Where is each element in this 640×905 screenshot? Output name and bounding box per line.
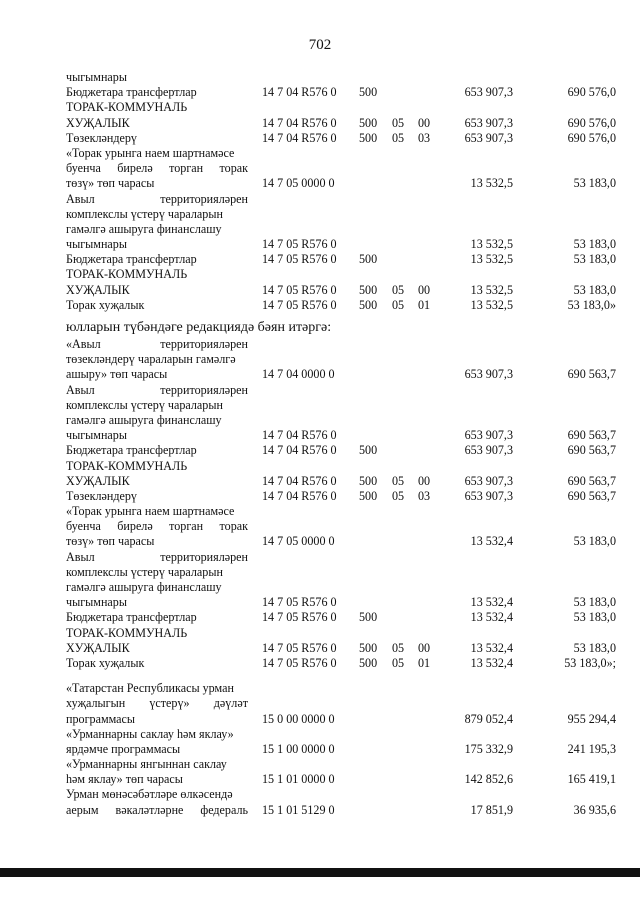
- row-item-name: [66, 298, 256, 313]
- table-row: [66, 489, 626, 504]
- row-amount-year-1: 13 532,4: [470, 655, 513, 670]
- row-item-name-word: торган: [169, 161, 204, 176]
- row-amount-year-2: 690 576,0: [567, 85, 616, 100]
- row-item-name-text: Бюджетара трансфертлар: [66, 252, 197, 267]
- table-row: [66, 610, 626, 625]
- row-item-name-text: һәм яклау» төп чарасы: [66, 772, 183, 787]
- row-item-name: [66, 626, 256, 641]
- row-item-name-text: «Торак урынга наем шартнамәсе: [66, 504, 235, 519]
- row-item-name-word: хуҗалыгын: [66, 696, 126, 711]
- row-item-name-text: комплекслы үстерү чараларын: [66, 397, 223, 412]
- table-row: [66, 580, 626, 595]
- row-expense-type: 500: [359, 252, 378, 267]
- table-row: [66, 534, 626, 549]
- row-target-code: 14 7 04 R576 0: [262, 115, 337, 130]
- row-item-name-word: территорияләрен: [160, 549, 248, 564]
- row-item-name: [66, 192, 256, 207]
- new-edition-table-block: [66, 337, 626, 671]
- row-amount-year-2: 690 563,7: [567, 443, 616, 458]
- row-expense-type: 500: [359, 610, 378, 625]
- row-expense-type: 500: [359, 115, 378, 130]
- row-target-code: 14 7 04 0000 0: [262, 367, 335, 382]
- row-amount-year-1: 13 532,4: [470, 595, 513, 610]
- row-item-name-text: ТОРАК-КОММУНАЛЬ: [66, 458, 188, 473]
- row-amount-year-2: 36 935,6: [573, 802, 616, 817]
- row-amount-year-1: 879 052,4: [464, 711, 513, 726]
- scan-bottom-border: [0, 868, 640, 877]
- row-expense-type: 500: [359, 297, 378, 312]
- table-row: [66, 116, 626, 131]
- row-item-name: [66, 787, 256, 802]
- row-item-name-text: төзү» төп чарасы: [66, 176, 155, 191]
- row-item-name-word: Авыл: [66, 191, 95, 206]
- row-item-name: [66, 337, 256, 352]
- row-item-name-text: комплекслы үстерү чараларын: [66, 206, 223, 221]
- row-item-name: [66, 100, 256, 115]
- row-item-name-text: ХУҖАЛЫК: [66, 115, 130, 130]
- row-item-name: [66, 207, 256, 222]
- row-amount-year-1: 653 907,3: [464, 367, 513, 382]
- table-row: [66, 367, 626, 382]
- row-item-name-text: Бюджетара трансфертлар: [66, 610, 197, 625]
- row-item-name-word: буенча: [66, 519, 101, 534]
- row-amount-year-2: 690 563,7: [567, 428, 616, 443]
- row-amount-year-1: 653 907,3: [464, 428, 513, 443]
- page-number: 702: [308, 37, 332, 53]
- row-item-name-text: ТОРАК-КОММУНАЛЬ: [66, 100, 188, 115]
- row-item-name: [66, 176, 256, 191]
- row-item-name-word: вәкаләтләрне: [115, 802, 184, 817]
- row-item-name-text: чыгымнары: [66, 237, 127, 252]
- row-item-name: [66, 641, 256, 656]
- table-row: [66, 161, 626, 176]
- row-item-name-word: «Авыл: [66, 337, 101, 351]
- table-row: [66, 712, 626, 727]
- row-amount-year-2: 53 183,0: [573, 237, 616, 252]
- row-amount-year-1: 13 532,5: [470, 297, 513, 312]
- row-amount-year-2: 690 563,7: [567, 488, 616, 503]
- table-row: [66, 565, 626, 580]
- table-row: [66, 803, 626, 818]
- row-target-code: 14 7 04 R576 0: [262, 488, 337, 503]
- table-row: [66, 681, 626, 696]
- row-item-name: [66, 85, 256, 100]
- row-item-name-word: бирелә: [117, 519, 153, 534]
- table-row: [66, 192, 626, 207]
- row-amount-year-2: 53 183,0: [573, 176, 616, 191]
- row-section: 05: [392, 655, 405, 670]
- row-item-name-text: программасы: [66, 711, 136, 726]
- table-row: [66, 85, 626, 100]
- row-target-code: 14 7 05 R576 0: [262, 610, 337, 625]
- table-row: [66, 656, 626, 671]
- row-item-name-word: территорияләрен: [160, 382, 248, 397]
- table-row: [66, 70, 626, 85]
- row-item-name: [66, 146, 256, 161]
- row-section: 05: [392, 640, 405, 655]
- row-target-code: 14 7 04 R576 0: [262, 85, 337, 100]
- row-item-name: [66, 383, 256, 398]
- row-item-name-text: төзекләндерү чараларын гамәлгә: [66, 352, 236, 367]
- row-amount-year-1: 653 907,3: [464, 443, 513, 458]
- row-amount-year-2: 690 563,7: [567, 367, 616, 382]
- table-row: [66, 727, 626, 742]
- row-item-name-text: ашыру» төп чарасы: [66, 367, 168, 382]
- table-row: [66, 252, 626, 267]
- table-row: [66, 641, 626, 656]
- row-item-name-text: ТОРАК-КОММУНАЛЬ: [66, 267, 188, 282]
- row-item-name-text: ярдәмче программасы: [66, 741, 181, 756]
- row-item-name-text: гамәлгә ашыруга финанслашу: [66, 412, 222, 427]
- row-expense-type: 500: [359, 640, 378, 655]
- row-item-name-text: чыгымнары: [66, 428, 127, 443]
- row-item-name: [66, 595, 256, 610]
- row-item-name-word: Авыл: [66, 382, 95, 397]
- row-item-name-word: бирелә: [117, 161, 153, 176]
- row-item-name-text: комплекслы үстерү чараларын: [66, 564, 223, 579]
- row-target-code: 15 0 00 0000 0: [262, 711, 335, 726]
- row-item-name-text: гамәлгә ашыруга финанслашу: [66, 580, 222, 594]
- row-item-name: [66, 712, 256, 727]
- row-amount-year-1: 13 532,5: [470, 237, 513, 252]
- row-item-name-word: Авыл: [66, 549, 95, 564]
- row-amount-year-2: 53 183,0: [573, 610, 616, 625]
- row-amount-year-1: 13 532,5: [470, 252, 513, 267]
- row-item-name: [66, 222, 256, 237]
- row-amount-year-1: 175 332,9: [464, 741, 513, 756]
- row-subsection: 00: [418, 115, 431, 130]
- row-amount-year-1: 653 907,3: [464, 473, 513, 488]
- row-expense-type: 500: [359, 282, 378, 297]
- row-item-name: [66, 696, 256, 711]
- table-row: [66, 383, 626, 398]
- row-expense-type: 500: [359, 473, 378, 488]
- row-amount-year-2: 165 419,1: [567, 772, 616, 787]
- row-section: 05: [392, 297, 405, 312]
- table-row: [66, 595, 626, 610]
- row-expense-type: 500: [359, 130, 378, 145]
- table-row: [66, 222, 626, 237]
- row-item-name: [66, 580, 256, 595]
- row-amount-year-1: 653 907,3: [464, 115, 513, 130]
- row-amount-year-2: 53 183,0»;: [564, 655, 616, 670]
- scan-margin: [0, 877, 640, 905]
- table-row: [66, 459, 626, 474]
- table-row: [66, 267, 626, 282]
- row-item-name: [66, 116, 256, 131]
- row-target-code: 14 7 04 R576 0: [262, 443, 337, 458]
- row-item-name: [66, 70, 256, 85]
- row-item-name-text: чыгымнары: [66, 595, 127, 610]
- table-row: [66, 146, 626, 161]
- table-row: [66, 100, 626, 115]
- row-amount-year-2: 53 183,0»: [567, 297, 616, 312]
- row-item-name-text: чыгымнары: [66, 70, 127, 84]
- block-spacer: [66, 671, 626, 681]
- row-item-name-text: Төзекләндерү: [66, 488, 137, 503]
- row-subsection: 03: [418, 130, 431, 145]
- row-target-code: 15 1 01 0000 0: [262, 772, 335, 787]
- table-row: [66, 742, 626, 757]
- row-item-name: [66, 161, 256, 176]
- row-item-name-text: Төзекләндерү: [66, 130, 137, 145]
- row-item-name-word: торак: [219, 161, 248, 176]
- row-amount-year-1: 653 907,3: [464, 130, 513, 145]
- row-item-name-text: гамәлгә ашыруга финанслашу: [66, 221, 222, 236]
- table-row: [66, 787, 626, 802]
- row-amount-year-2: 53 183,0: [573, 252, 616, 267]
- row-item-name: [66, 681, 256, 696]
- table-row: [66, 237, 626, 252]
- row-subsection: 00: [418, 473, 431, 488]
- row-subsection: 03: [418, 488, 431, 503]
- row-item-name: [66, 803, 256, 818]
- row-item-name: [66, 443, 256, 458]
- row-item-name: [66, 656, 256, 671]
- table-row: [66, 428, 626, 443]
- row-item-name-text: «Торак урынга наем шартнамәсе: [66, 145, 235, 160]
- amended-table-block: [66, 70, 626, 313]
- row-item-name: [66, 610, 256, 625]
- row-item-name-text: Торак хуҗалык: [66, 297, 145, 312]
- row-item-name: [66, 398, 256, 413]
- row-item-name-word: аерым: [66, 802, 99, 817]
- row-subsection: 00: [418, 640, 431, 655]
- table-row: [66, 696, 626, 711]
- table-row: [66, 443, 626, 458]
- row-amount-year-1: 653 907,3: [464, 85, 513, 100]
- row-target-code: 14 7 05 R576 0: [262, 297, 337, 312]
- row-item-name: [66, 772, 256, 787]
- table-row: [66, 176, 626, 191]
- table-row: [66, 337, 626, 352]
- row-target-code: 14 7 05 0000 0: [262, 534, 335, 549]
- row-item-name: [66, 131, 256, 146]
- row-amount-year-2: 690 576,0: [567, 130, 616, 145]
- row-item-name: [66, 519, 256, 534]
- row-item-name-text: ХУҖАЛЫК: [66, 282, 130, 297]
- row-item-name: [66, 237, 256, 252]
- row-item-name: [66, 283, 256, 298]
- table-row: [66, 352, 626, 367]
- row-item-name-word: үстерү»: [149, 696, 190, 711]
- row-amount-year-2: 690 576,0: [567, 115, 616, 130]
- row-subsection: 01: [418, 655, 431, 670]
- row-amount-year-2: 241 195,3: [567, 741, 616, 756]
- table-row: [66, 626, 626, 641]
- row-item-name: [66, 252, 256, 267]
- row-amount-year-1: 13 532,5: [470, 282, 513, 297]
- row-item-name: [66, 504, 256, 519]
- row-section: 05: [392, 282, 405, 297]
- table-row: [66, 398, 626, 413]
- row-amount-year-2: 690 563,7: [567, 473, 616, 488]
- row-item-name-word: федераль: [200, 802, 248, 817]
- row-amount-year-1: 13 532,4: [470, 534, 513, 549]
- row-item-name: [66, 413, 256, 428]
- row-target-code: 14 7 05 R576 0: [262, 282, 337, 297]
- row-subsection: 01: [418, 297, 431, 312]
- row-amount-year-2: 53 183,0: [573, 595, 616, 610]
- row-target-code: 14 7 05 0000 0: [262, 176, 335, 191]
- row-item-name-text: ТОРАК-КОММУНАЛЬ: [66, 625, 188, 640]
- table-row: [66, 207, 626, 222]
- row-expense-type: 500: [359, 655, 378, 670]
- table-row: [66, 504, 626, 519]
- row-amount-year-1: 142 852,6: [464, 772, 513, 787]
- row-item-name: [66, 534, 256, 549]
- table-row: [66, 550, 626, 565]
- row-item-name-text: «Урманнарны янгыннан саклау: [66, 757, 227, 772]
- row-item-name-text: ХУҖАЛЫК: [66, 473, 130, 488]
- row-amount-year-1: 13 532,4: [470, 640, 513, 655]
- budget-document-body: [66, 70, 626, 818]
- row-item-name-word: буенча: [66, 161, 101, 176]
- row-amount-year-2: 53 183,0: [573, 534, 616, 549]
- row-item-name-text: «Татарстан Республикасы урман: [66, 681, 234, 696]
- row-item-name-text: Бюджетара трансфертлар: [66, 443, 197, 458]
- row-target-code: 14 7 05 R576 0: [262, 655, 337, 670]
- table-row: [66, 757, 626, 772]
- row-target-code: 14 7 05 R576 0: [262, 595, 337, 610]
- row-amount-year-2: 955 294,4: [567, 711, 616, 726]
- row-item-name-text: төзү» төп чарасы: [66, 534, 155, 549]
- row-target-code: 15 1 01 5129 0: [262, 802, 335, 817]
- row-item-name: [66, 742, 256, 757]
- row-target-code: 14 7 05 R576 0: [262, 640, 337, 655]
- row-item-name: [66, 367, 256, 382]
- row-expense-type: 500: [359, 443, 378, 458]
- row-item-name: [66, 727, 256, 742]
- row-amount-year-2: 53 183,0: [573, 640, 616, 655]
- forestry-program-table-block: [66, 681, 626, 818]
- row-item-name: [66, 459, 256, 474]
- row-expense-type: 500: [359, 488, 378, 503]
- table-row: [66, 298, 626, 313]
- row-amount-year-1: 17 851,9: [470, 802, 513, 817]
- row-section: 05: [392, 473, 405, 488]
- row-item-name-text: Бюджетара трансфертлар: [66, 85, 197, 100]
- row-item-name-text: ХУҖАЛЫК: [66, 640, 130, 655]
- row-item-name: [66, 428, 256, 443]
- row-section: 05: [392, 488, 405, 503]
- table-row: [66, 772, 626, 787]
- table-row: [66, 283, 626, 298]
- table-row: [66, 474, 626, 489]
- row-item-name-word: территорияләрен: [160, 191, 248, 206]
- row-item-name-text: Урман мөнәсәбәтләре өлкәсендә: [66, 787, 233, 802]
- row-target-code: 14 7 04 R576 0: [262, 428, 337, 443]
- row-section: 05: [392, 115, 405, 130]
- table-row: [66, 519, 626, 534]
- row-item-name-word: торган: [169, 519, 204, 534]
- row-subsection: 00: [418, 282, 431, 297]
- row-item-name: [66, 352, 256, 367]
- row-amount-year-1: 653 907,3: [464, 488, 513, 503]
- row-item-name: [66, 474, 256, 489]
- row-item-name-text: Торак хуҗалык: [66, 655, 145, 670]
- row-item-name: [66, 489, 256, 504]
- row-target-code: 15 1 00 0000 0: [262, 741, 335, 756]
- row-expense-type: 500: [359, 85, 378, 100]
- row-section: 05: [392, 130, 405, 145]
- row-item-name: [66, 565, 256, 580]
- row-amount-year-2: 53 183,0: [573, 282, 616, 297]
- row-item-name-word: территорияләрен: [160, 337, 248, 351]
- row-target-code: 14 7 04 R576 0: [262, 130, 337, 145]
- row-amount-year-1: 13 532,4: [470, 610, 513, 625]
- row-target-code: 14 7 04 R576 0: [262, 473, 337, 488]
- row-item-name-word: дәүләт: [213, 696, 248, 711]
- row-target-code: 14 7 05 R576 0: [262, 252, 337, 267]
- table-row: [66, 131, 626, 146]
- row-amount-year-1: 13 532,5: [470, 176, 513, 191]
- row-item-name-text: «Урманнарны саклау һәм яклау»: [66, 726, 234, 741]
- intro-paragraph: юлларын түбәндәге редакциядә бәян итәргә:: [66, 320, 332, 335]
- row-target-code: 14 7 05 R576 0: [262, 237, 337, 252]
- row-item-name: [66, 550, 256, 565]
- table-row: [66, 413, 626, 428]
- row-item-name: [66, 267, 256, 282]
- row-item-name-word: торак: [219, 519, 248, 534]
- row-item-name: [66, 757, 256, 772]
